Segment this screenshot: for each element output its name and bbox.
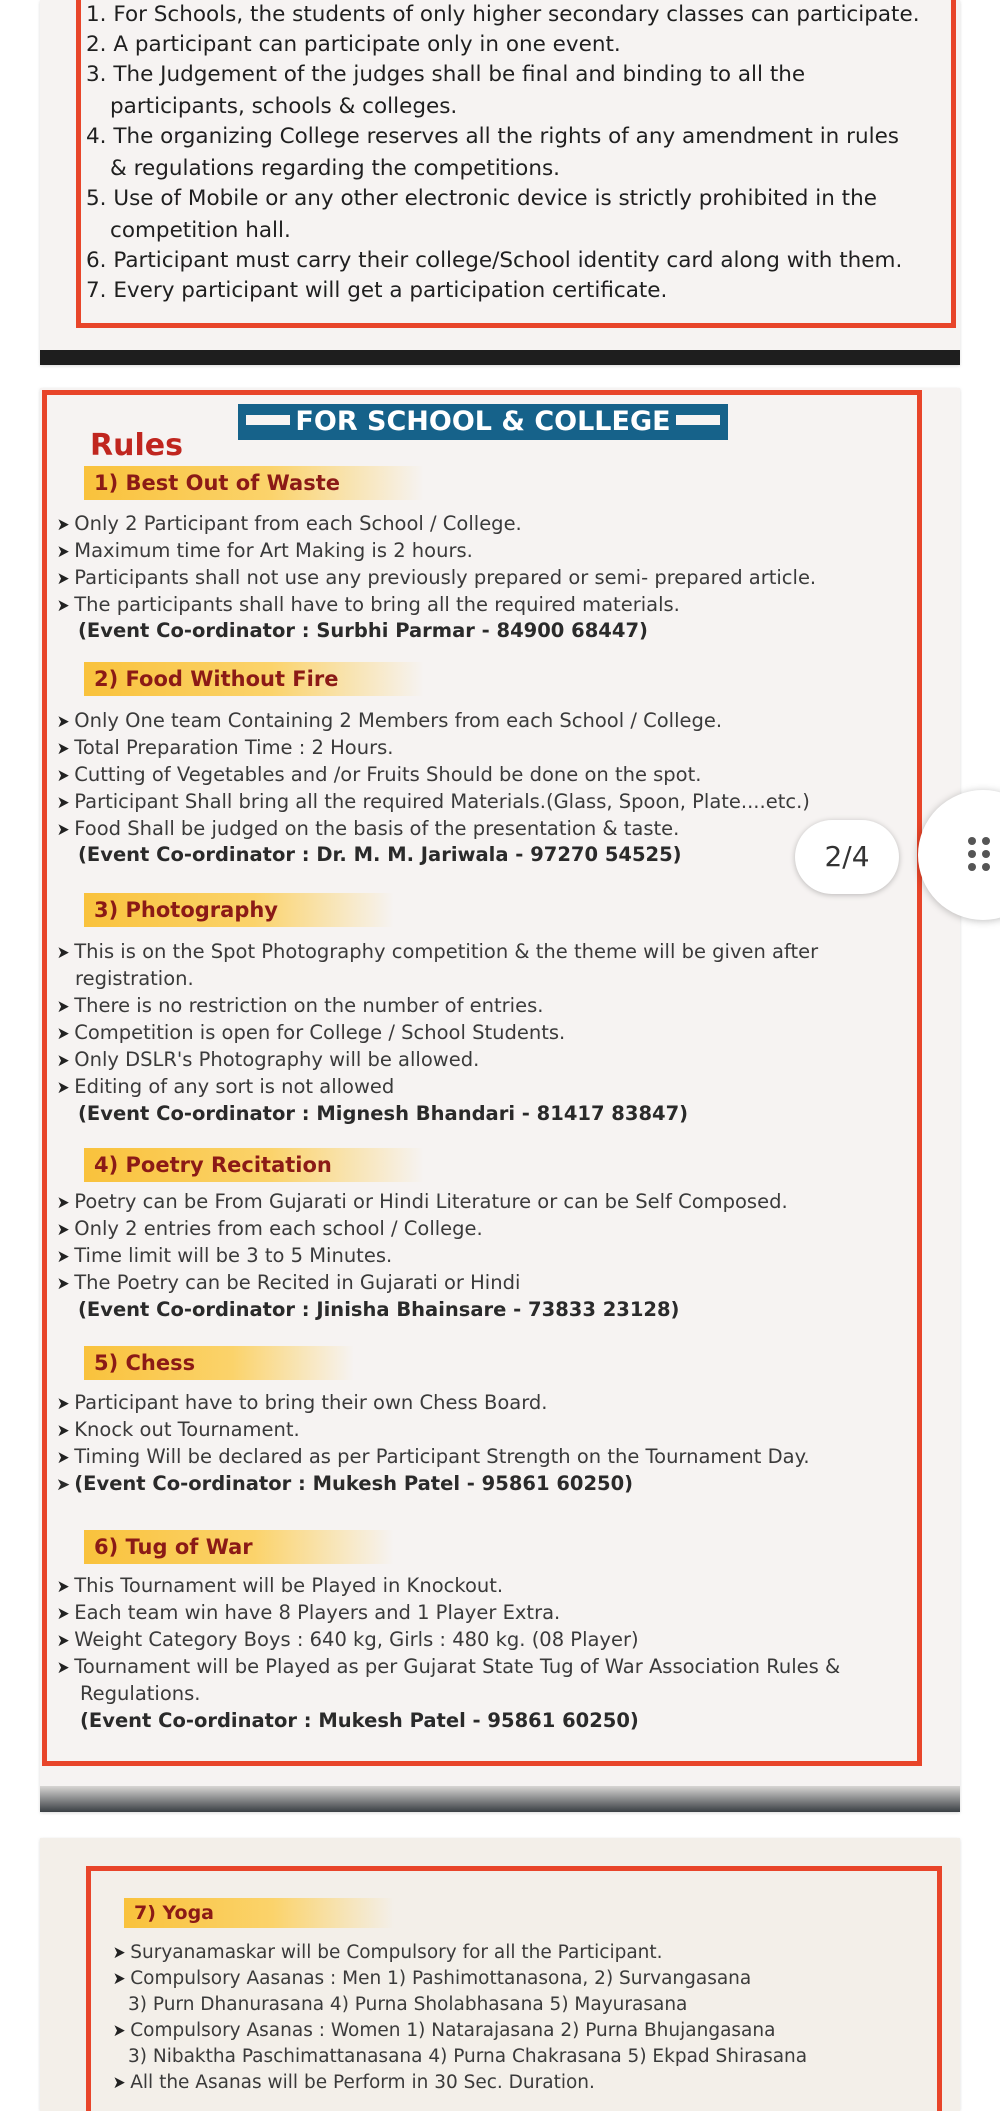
bullet-item: ➤ Participant Shall bring all the required Materials.(Glass, Spoon, Plate....etc.) (56, 790, 810, 813)
page-2-bottom-shadow (40, 1786, 960, 1812)
bullet-item: ➤ Time limit will be 3 to 5 Minutes. (56, 1244, 393, 1267)
section-heading-poetry-recitation: 4) Poetry Recitation (84, 1148, 424, 1182)
rule-4-cont: & regulations regarding the competitions. (110, 156, 560, 181)
bullet-item: ➤ Participants shall not use any previously prepared or semi- prepared article. (56, 566, 817, 589)
arrow-bullet-icon: ➤ (56, 1604, 70, 1624)
page-indicator: 2/4 (795, 820, 899, 894)
section-heading-food-without-fire: 2) Food Without Fire (84, 662, 424, 696)
section-heading-chess: 5) Chess (84, 1346, 354, 1380)
bullet-item: ➤ Poetry can be From Gujarati or Hindi Literature or can be Self Composed. (56, 1190, 788, 1213)
arrow-bullet-icon: ➤ (56, 997, 70, 1017)
arrow-bullet-icon: ➤ (112, 2073, 126, 2093)
section-heading-tug-of-war: 6) Tug of War (84, 1530, 394, 1564)
arrow-bullet-icon: ➤ (56, 1394, 70, 1414)
rule-2: 2. A participant can participate only in one event. (86, 32, 621, 57)
document-page-3 (40, 1838, 960, 2111)
bullet-continuation: Regulations. (80, 1682, 201, 1705)
bullet-item: ➤ Knock out Tournament. (56, 1418, 300, 1441)
arrow-bullet-icon: ➤ (56, 1247, 70, 1267)
arrow-bullet-icon: ➤ (56, 1475, 71, 1495)
event-coordinator: (Event Co-ordinator : Dr. M. M. Jariwala - 97270 54525) (78, 843, 682, 866)
arrow-bullet-icon: ➤ (56, 793, 70, 813)
rule-1: 1. For Schools, the students of only higher secondary classes can participate. (86, 2, 920, 27)
bullet-item: ➤ Editing of any sort is not allowed (56, 1075, 395, 1098)
bullet-item: ➤ Cutting of Vegetables and /or Fruits Should be done on the spot. (56, 763, 702, 786)
arrow-bullet-icon: ➤ (56, 712, 70, 732)
arrow-bullet-icon: ➤ (56, 1078, 70, 1098)
arrow-bullet-icon: ➤ (56, 1631, 70, 1651)
bullet-item: ➤ Compulsory Aasanas : Men 1) Pashimottanasona, 2) Survangasana (112, 1968, 752, 1989)
arrow-bullet-icon: ➤ (56, 569, 70, 589)
arrow-bullet-icon: ➤ (56, 1220, 70, 1240)
arrow-bullet-icon: ➤ (56, 1658, 70, 1678)
bullet-item: ➤ Each team win have 8 Players and 1 Player Extra. (56, 1601, 561, 1624)
arrow-bullet-icon: ➤ (56, 515, 70, 535)
event-coordinator: (Event Co-ordinator : Mukesh Patel - 95861 60250) (80, 1709, 639, 1732)
arrow-bullet-icon: ➤ (56, 1577, 70, 1597)
rule-7: 7. Every participant will get a participation certificate. (86, 278, 668, 303)
bullet-item: ➤ There is no restriction on the number of entries. (56, 994, 544, 1017)
arrow-bullet-icon: ➤ (56, 1274, 70, 1294)
bullet-item: ➤ Only 2 Participant from each School / College. (56, 512, 522, 535)
bullet-item: ➤ Only One team Containing 2 Members from each School / College. (56, 709, 723, 732)
arrow-bullet-icon: ➤ (56, 1051, 70, 1071)
bullet-item-coordinator: ➤ (Event Co-ordinator : Mukesh Patel - 95861 60250) (56, 1472, 634, 1495)
arrow-bullet-icon: ➤ (56, 1024, 70, 1044)
rule-4: 4. The organizing College reserves all the rights of any amendment in rules (86, 124, 900, 149)
bullet-item: ➤ Only DSLR's Photography will be allowed. (56, 1048, 480, 1071)
bullet-item: ➤ Timing Will be declared as per Participant Strength on the Tournament Day. (56, 1445, 810, 1468)
bullet-item: ➤ This is on the Spot Photography competition & the theme will be given after (56, 940, 819, 963)
page-1-bottom-shadow (40, 350, 960, 365)
bullet-item: ➤ This Tournament will be Played in Knockout. (56, 1574, 504, 1597)
document-page-2 (40, 388, 960, 1812)
section-heading-photography: 3) Photography (84, 893, 394, 927)
arrow-bullet-icon: ➤ (56, 739, 70, 759)
arrow-bullet-icon: ➤ (56, 596, 70, 616)
document-page-1 (40, 0, 960, 365)
bullet-item: ➤ Compulsory Asanas : Women 1) Natarajasana 2) Purna Bhujangasana (112, 2020, 776, 2041)
rule-6: 6. Participant must carry their college/School identity card along with them. (86, 248, 903, 273)
arrow-bullet-icon: ➤ (112, 2021, 126, 2041)
arrow-bullet-icon: ➤ (56, 820, 70, 840)
bullet-item: ➤ All the Asanas will be Perform in 30 Sec. Duration. (112, 2072, 595, 2093)
arrow-bullet-icon: ➤ (56, 1193, 70, 1213)
bullet-item: ➤ Participant have to bring their own Chess Board. (56, 1391, 548, 1414)
event-coordinator: (Event Co-ordinator : Mignesh Bhandari - 81417 83847) (78, 1102, 689, 1125)
bullet-item: ➤ The Poetry can be Recited in Gujarati or Hindi (56, 1271, 521, 1294)
event-coordinator: (Event Co-ordinator : Jinisha Bhainsare - 73833 23128) (78, 1298, 680, 1321)
bullet-item: ➤ Suryanamaskar will be Compulsory for all the Participant. (112, 1942, 663, 1963)
arrow-bullet-icon: ➤ (56, 766, 70, 786)
arrow-bullet-icon: ➤ (56, 542, 70, 562)
bullet-item: ➤ Maximum time for Art Making is 2 hours. (56, 539, 473, 562)
arrow-bullet-icon: ➤ (56, 1421, 70, 1441)
bullet-item: ➤ Total Preparation Time : 2 Hours. (56, 736, 394, 759)
bullet-continuation: registration. (75, 967, 194, 990)
rule-5-cont: competition hall. (110, 218, 291, 243)
rule-3: 3. The Judgement of the judges shall be final and binding to all the (86, 62, 806, 87)
bullet-item: ➤ Tournament will be Played as per Gujarat State Tug of War Association Rules & (56, 1655, 841, 1678)
section-heading-yoga: 7) Yoga (124, 1898, 394, 1928)
rule-3-cont: participants, schools & colleges. (110, 94, 458, 119)
arrow-bullet-icon: ➤ (56, 1448, 70, 1468)
bullet-item: ➤ The participants shall have to bring all the required materials. (56, 593, 680, 616)
bullet-item: ➤ Weight Category Boys : 640 kg, Girls : 480 kg. (08 Player) (56, 1628, 639, 1651)
banner-for-school-college: FOR SCHOOL & COLLEGE (238, 404, 728, 440)
bullet-item: ➤ Food Shall be judged on the basis of the presentation & taste. (56, 817, 680, 840)
arrow-bullet-icon: ➤ (112, 1969, 126, 1989)
bullet-item: ➤ Competition is open for College / School Students. (56, 1021, 566, 1044)
event-coordinator: (Event Co-ordinator : Surbhi Parmar - 84900 68447) (78, 619, 648, 642)
arrow-bullet-icon: ➤ (56, 943, 70, 963)
rules-title: Rules (90, 428, 183, 463)
bullet-continuation: 3) Purn Dhanurasana 4) Purna Sholabhasana 5) Mayurasana (128, 1994, 688, 2015)
bullet-item: ➤ Only 2 entries from each school / College. (56, 1217, 483, 1240)
arrow-bullet-icon: ➤ (112, 1943, 126, 1963)
rule-5: 5. Use of Mobile or any other electronic device is strictly prohibited in the (86, 186, 877, 211)
bullet-continuation: 3) Nibaktha Paschimattanasana 4) Purna Chakrasana 5) Ekpad Shirasana (128, 2046, 808, 2067)
section-heading-best-out-of-waste: 1) Best Out of Waste (84, 466, 424, 500)
